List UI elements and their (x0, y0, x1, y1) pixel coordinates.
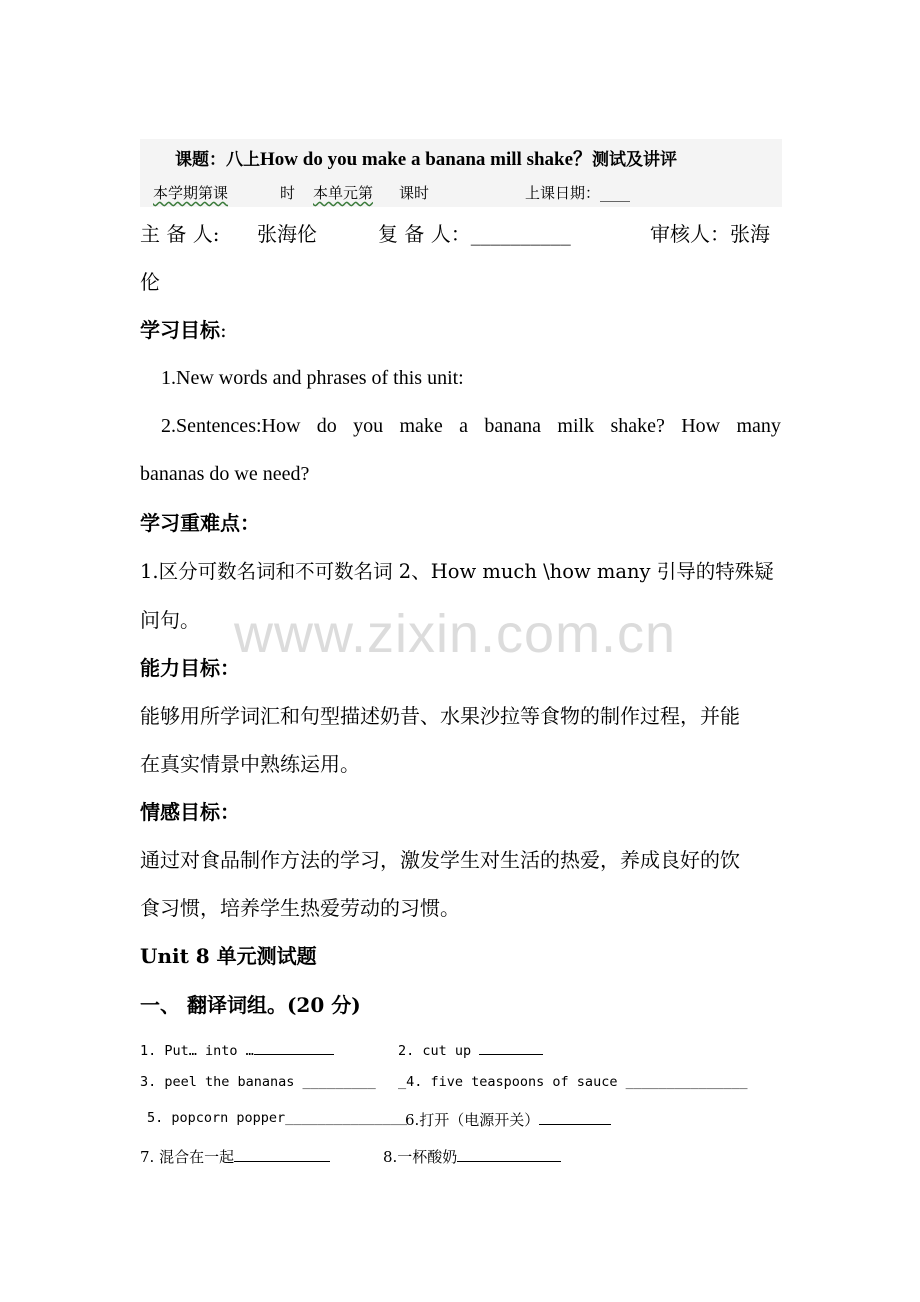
unit-lesson-label: 本单元第 (313, 184, 374, 202)
hour-label: 时 (280, 184, 296, 202)
answer-blank[interactable] (457, 1145, 561, 1162)
section-1-heading: 一、 翻译词组。(20 分) (140, 993, 361, 1017)
semester-lesson-label: 本学期第课 (153, 184, 229, 202)
ability-line-1: 能够用所学词汇和句型描述奶昔、水果沙拉等食物的制作过程，并能 (140, 704, 740, 728)
question-6: 6.打开（电源开关） (405, 1108, 611, 1130)
question-5: 5. popcorn popper_______________ (147, 1110, 408, 1126)
goal-item-2: 2.Sentences:How do you make a banana milk shake? How many (161, 415, 781, 437)
answer-blank[interactable] (479, 1038, 543, 1055)
reviewer-name-cont: 伦 (140, 270, 160, 294)
question-8: 8.一杯酸奶 (383, 1145, 561, 1167)
question-7: 7. 混合在一起 (140, 1145, 330, 1167)
re-preparer-label: 复 备 人：__________ (378, 222, 571, 246)
reviewer-label: 审核人：张海 (650, 222, 770, 246)
answer-blank[interactable] (234, 1145, 330, 1162)
key-points-heading: 学习重难点： (140, 511, 260, 535)
key-points-line-1: 1.区分可数名词和不可数名词 2、How much \how many 引导的特殊疑 (140, 560, 774, 583)
emotion-line-1: 通过对食品制作方法的学习，激发学生对生活的热爱，养成良好的饮 (140, 848, 740, 872)
period-label: 课时 (399, 184, 430, 202)
goal-item-1: 1.New words and phrases of this unit: (161, 367, 464, 389)
answer-blank[interactable] (254, 1038, 334, 1055)
answer-blank[interactable] (539, 1108, 611, 1125)
emotion-line-2: 食习惯，培养学生热爱劳动的习惯。 (140, 896, 460, 920)
emotion-heading: 情感目标： (140, 800, 240, 824)
unit-test-heading: Unit 8 单元测试题 (140, 944, 317, 968)
question-3: 3. peel the bananas _________ (140, 1074, 376, 1090)
lesson-title: 课题：八上How do you make a banana mill shake？测试及讲评 (175, 149, 678, 170)
ability-heading: 能力目标： (140, 656, 240, 680)
class-date-label: 上课日期：____ (525, 184, 631, 202)
question-2: 2. cut up (398, 1038, 543, 1059)
question-1: 1. Put… into … (140, 1038, 334, 1059)
watermark: www.zixin.com.cn (234, 604, 677, 664)
goals-heading: 学习目标: (140, 318, 227, 342)
main-preparer-label: 主 备 人: (140, 222, 220, 246)
key-points-line-2: 问句。 (140, 608, 200, 632)
main-preparer-name: 张海伦 (257, 222, 317, 246)
goal-item-2-cont: bananas do we need? (140, 463, 310, 485)
ability-line-2: 在真实情景中熟练运用。 (140, 752, 360, 776)
question-4: _4. five teaspoons of sauce _______________ (398, 1074, 748, 1090)
